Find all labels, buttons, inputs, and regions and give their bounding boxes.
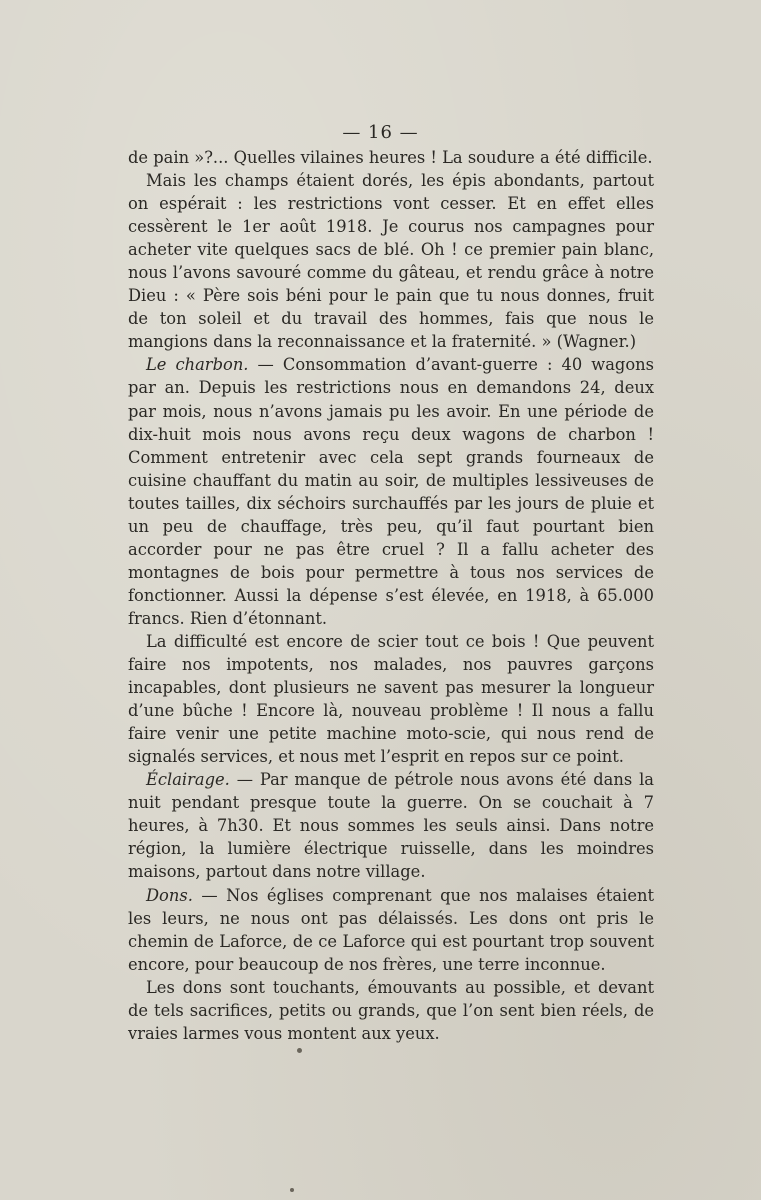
paragraph xyxy=(128,976,654,1045)
paragraph xyxy=(128,768,654,883)
paragraph-text: — Nos églises comprenant que nos malaises étaient les leurs, ne nous ont pas délaissés. Les dons ont pris le chemin de Laforce, de ce Laforce qui est pourtant trop souvent encore, pour beaucoup de nos frères, une terre inconnue. xyxy=(128,885,654,974)
paragraph xyxy=(128,146,654,169)
paragraph-text: — Par manque de pétrole nous avons été dans la nuit pendant presque toute la guerre. On se couchait à 7 heures, à 7h30. Et nous sommes les seuls ainsi. Dans notre région, la lumière électrique ruisselle, dans les moindres maisons, partout dans notre village. xyxy=(128,770,654,882)
paragraph-text: de pain »?... Quelles vilaines heures ! La soudure a été difficile. xyxy=(128,148,653,167)
paper-speck xyxy=(297,1048,302,1053)
paragraph xyxy=(128,630,654,768)
paper-speck xyxy=(290,1188,294,1192)
paragraph-text: — Consommation d’avant-guerre : 40 wagons par an. Depuis les restrictions nous en demandons 24, deux par mois, nous n’avons jamais pu les avoir. En une période de dix-huit mois nous avons reçu deux wagons de charbon ! Comment entretenir avec cela sept grands fourneaux de cuisine chauffant du matin au soir, de multiples lessiveuses de toutes tailles, dix séchoirs surchauffés par les jours de pluie et un peu de chauffage, très peu, qu’il faut pourtant bien accorder pour ne pas être cruel ? Il a fallu acheter des montagnes de bois pour permettre à tous nos services de fonctionner. Aussi la dépense s’est élevée, en 1918, à 65.000 francs. Rien d’étonnant. xyxy=(128,355,654,628)
section-heading: Dons. xyxy=(146,885,193,905)
paragraph-text: Les dons sont touchants, émouvants au possible, et devant de tels sacrifices, petits ou grands, que l’on sent bien réels, de vraies larmes vous montent aux yeux. xyxy=(128,977,654,1043)
paragraph xyxy=(128,884,654,976)
section-heading: Éclairage. xyxy=(146,770,230,790)
page-number: — 16 — xyxy=(342,122,419,143)
paragraph xyxy=(128,169,654,353)
body-text xyxy=(128,146,654,1045)
paragraph-text: Mais les champs étaient dorés, les épis abondants, partout on espérait : les restrictions vont cesser. Et en effet elles cessèrent le 1er août 1918. Je courus nos campagnes pour acheter vite quelques sacs de blé. Oh ! ce premier pain blanc, nous l’avons savouré comme du gâteau, et rendu grâce à notre Dieu : « Père sois béni pour le pain que tu nous donnes, fruit de ton soleil et du travail des hommes, fais que nous le mangions dans la reconnaissance et la fraternité. » (Wagner.) xyxy=(128,171,654,352)
paragraph-text: La difficulté est encore de scier tout ce bois ! Que peuvent faire nos impotents, nos malades, nos pauvres garçons incapables, dont plusieurs ne savent pas mesurer la longueur d’une bûche ! Encore là, nouveau problème ! Il nous a fallu faire venir une petite machine moto-scie, qui nous rend de signalés services, et nous met l’esprit en repos sur ce point. xyxy=(128,631,654,767)
paragraph xyxy=(128,353,654,630)
section-heading: Le charbon. xyxy=(146,355,249,375)
